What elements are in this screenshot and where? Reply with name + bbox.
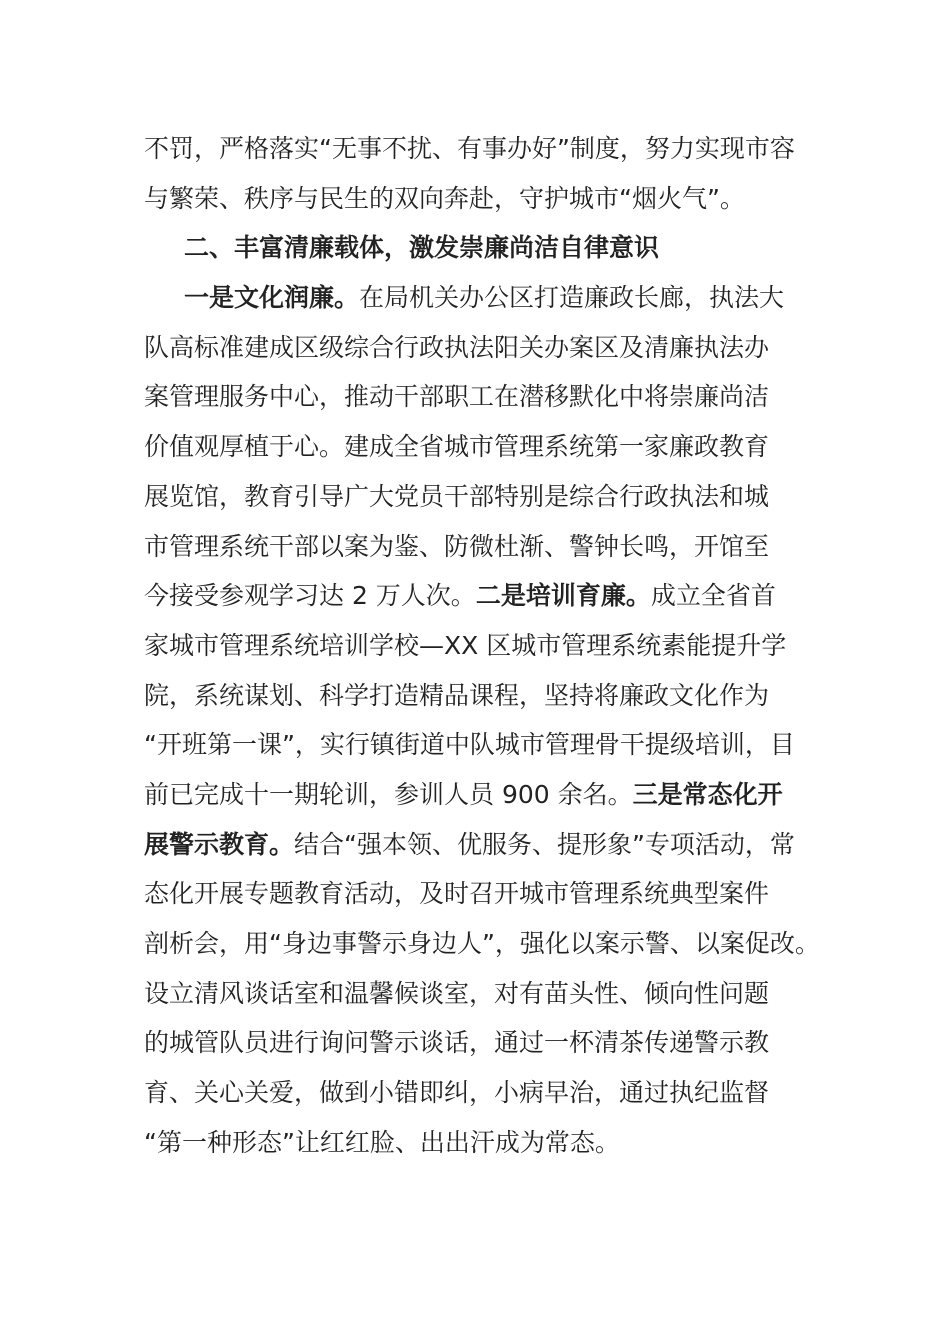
text-run: “第一种形态”让红红脸、出出汗成为常态。 (144, 1127, 620, 1157)
text-line (144, 1018, 808, 1068)
text-run: 不罚，严格落实“无事不扰、有事办好”制度，努力实现市容 (144, 134, 795, 163)
text-run: 结合“强本领、优服务、提形象”专项活动，常 (294, 829, 795, 859)
subheading-run: 三是常态化开 (632, 779, 783, 809)
text-run: 展览馆，教育引导广大党员干部特别是综合行政执法和城 (144, 481, 770, 511)
text-line (144, 273, 808, 323)
text-run: 育、关心关爱，做到小错即纠，小病早治，通过执纪监督 (144, 1078, 770, 1108)
text-line (144, 472, 808, 522)
text-line (144, 969, 808, 1019)
text-line (144, 770, 808, 820)
text-run: 成立全省首 (650, 581, 776, 611)
text-run: 与繁荣、秩序与民生的双向奔赴，守护城市“烟火气”。 (144, 183, 745, 213)
text-line (144, 720, 808, 770)
section-heading-text: 二、丰富清廉载体，激发崇廉尚洁自律意识 (184, 233, 660, 263)
subheading-run: 一是文化润廉。 (184, 283, 360, 313)
text-run: 在局机关办公区打造廉政长廊，执法大 (359, 283, 785, 313)
text-line (144, 621, 808, 671)
text-run: 今接受参观学习达 2 万人次。 (144, 581, 476, 611)
text-run: 价值观厚植于心。建成全省城市管理系统第一家廉政教育 (144, 432, 770, 462)
text-line (144, 323, 808, 373)
text-run: “开班第一课”，实行镇街道中队城市管理骨干提级培训，目 (144, 730, 795, 760)
text-run: 剖析会，用“身边事警示身边人”，强化以案示警、以案促改。 (144, 929, 820, 958)
text-run: 院，系统谋划、科学打造精品课程，坚持将廉政文化作为 (144, 680, 770, 710)
text-line (144, 869, 808, 919)
text-line (144, 174, 808, 224)
text-line (144, 522, 808, 572)
text-line (144, 671, 808, 721)
subheading-run: 展警示教育。 (144, 829, 295, 859)
text-run: 设立清风谈话室和温馨候谈室，对有苗头性、倾向性问题 (144, 978, 770, 1008)
text-run: 态化开展专题教育活动，及时召开城市管理系统典型案件 (144, 879, 770, 909)
text-line (144, 372, 808, 422)
text-line (144, 1068, 808, 1118)
text-run: 队高标准建成区级综合行政执法阳关办案区及清廉执法办 (144, 332, 770, 362)
text-line (144, 820, 808, 870)
section-heading (144, 223, 808, 273)
text-run: 的城管队员进行询问警示谈话，通过一杯清茶传递警示教 (144, 1028, 770, 1058)
text-run: 案管理服务中心，推动干部职工在潜移默化中将崇廉尚洁 (144, 382, 770, 412)
text-line (144, 571, 808, 621)
text-line (144, 124, 808, 174)
text-run: 前已完成十一期轮训，参训人员 900 余名。 (144, 779, 633, 809)
document-page (144, 124, 820, 1167)
subheading-run: 二是培训育廉。 (475, 581, 651, 611)
text-run: 市管理系统干部以案为鉴、防微杜渐、警钟长鸣，开馆至 (144, 531, 770, 561)
text-line (144, 1118, 808, 1168)
text-run: 家城市管理系统培训学校—XX 区城市管理系统素能提升学 (144, 630, 787, 660)
text-line (144, 919, 820, 969)
text-line (144, 422, 808, 472)
